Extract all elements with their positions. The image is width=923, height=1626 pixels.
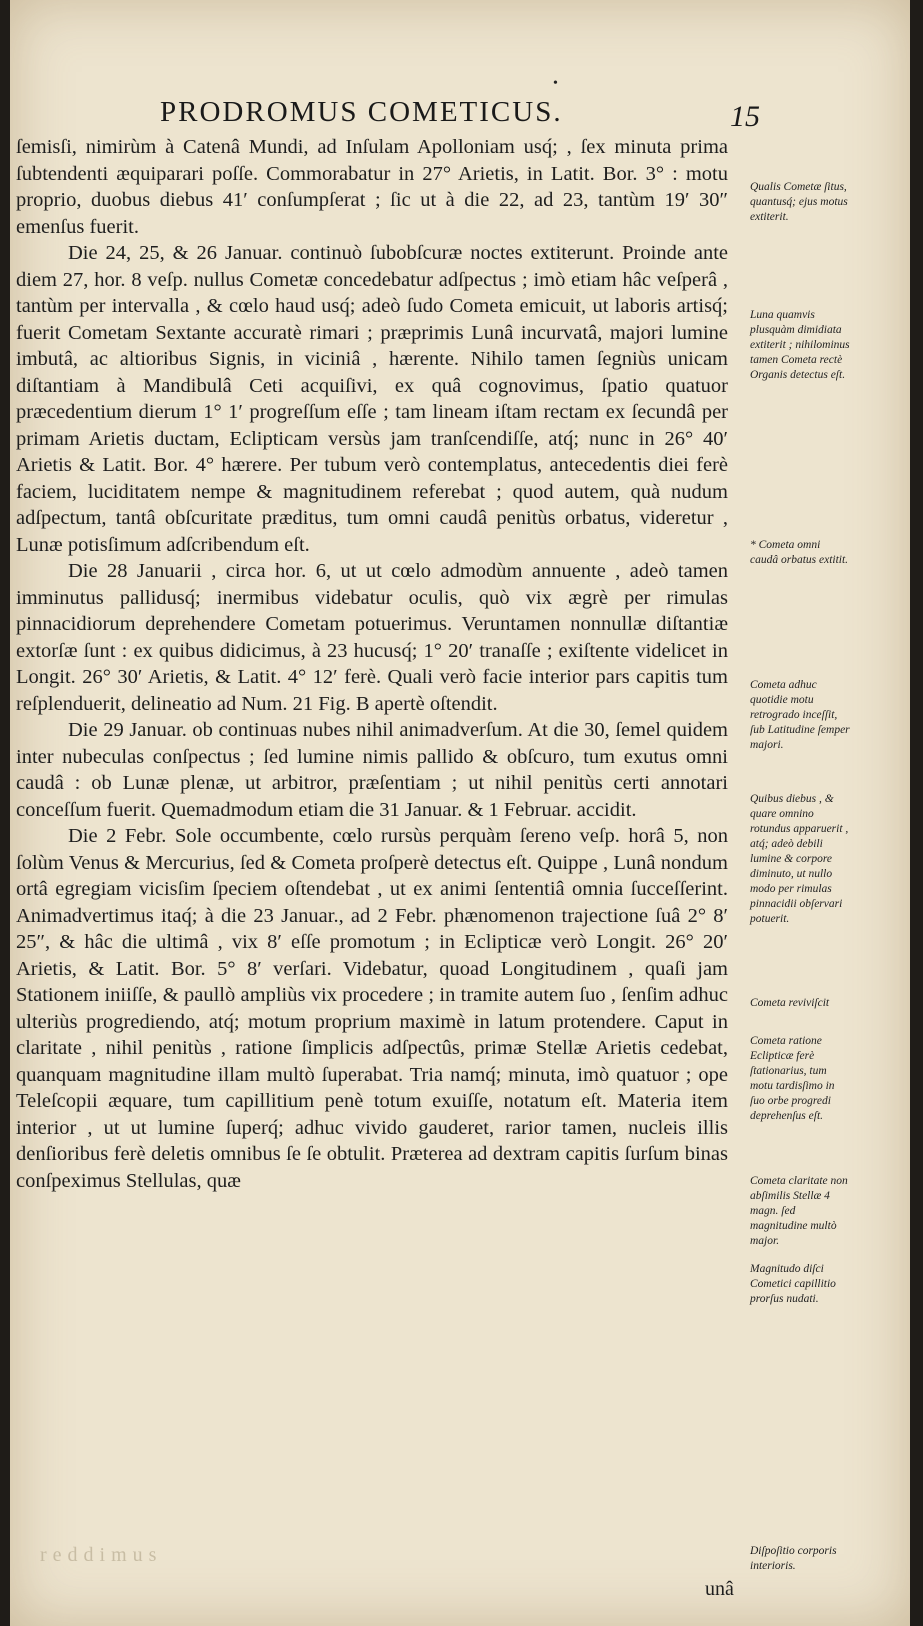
margin-note: Luna quamvis plusquàm dimidiata extiterit ; nihilominus tamen Cometa rectè Organis detectus eſt.: [750, 309, 850, 381]
paragraph: Die 28 Januarii , circa hor. 6, ut ut cœlo admodùm annuente , adeò tamen imminutus pallidusq́; inermibus videbatur oculis, quò vix ægrè per rimulas pinnacidiorum deprehendere Cometam potuerimus. Veruntamen nonnullæ diſtantiæ extorſæ ſunt : ex quibus didicimus, à 23 hucusq́; 1° 20′ tranaſſe ; exiſtente videlicet in Longit. 26° 30′ Arietis, & Latit. 4° 12′ ferè. Quali verò facie interior pars capitis tum reſplenduerit, delineatio ad Num. 21 Fig. B apertè oſtendit.: [16, 560, 728, 715]
paragraph: Die 2 Febr. Sole occumbente, cœlo rursùs perquàm ſereno veſp. horâ 5, non ſolùm Venus & Mercurius, ſed & Cometa proſperè detectus eſt. Quippe , Lunâ nondum ortâ egregiam vicisſim ſpeciem oſtendebat , ut ex animi ſententiâ omnia ſucceſſerint. Animadvertimus itaq́; à die 23 Januar., ad 2 Febr. phænomenon trajectione ſuâ 2° 8′ 25″, & hâc die ultimâ , vix 8′ eſſe promotum ; in Eclipticæ verò Longit. 26° 20′ Arietis, & Latit. Bor. 5° 8′ verſari. Videbatur, quoad Longitudinem , quaſi jam Stationem iniiſſe, & paullò ampliùs vix procedere ; in tramite autem ſuo , ſenſim adhuc ulteriùs progrediendo, atq́; motum proprium maximè in latum protendere. Caput in claritate , nihil penitùs , ratione ſimplicis adſpectûs, primæ Stellæ Arietis cedebat, quanquam magnitudine illam multò ſuperabat. Tria namq́; minuta, imò quatuor ; ope Teleſcopii æquare, tum capillitium penè totum exuiſſe, notatum eſt. Materia item interior , ut ut lumine ſuperq́; adhuc vivido gauderet, rarior tamen, nucleis illis denſioribus ferè deletis omnibus ſe ſe obtulit. Præterea ad dextram capitis ſurſum binas conſpeximus Stellulas, quæ: [16, 825, 728, 1192]
paragraph: Die 29 Januar. ob continuas nubes nihil animadverſum. At die 30, ſemel quidem inter nubeculas conſpectus ; ſed lumine nimis pallido & obſcuro, tum exutus omni caudâ : ob Lunæ plenæ, ut arbitror, præſentiam ; ut nihil penitùs certi annotari conceſſum fuerit. Quemadmodum etiam die 31 Januar. & 1 Februar. accidit.: [16, 719, 728, 821]
margin-note: Cometa adhuc quotidie motu retrogrado inceſſit, ſub Latitudine ſemper majori.: [750, 679, 850, 751]
paragraph: ſemisſi, nimirùm à Catenâ Mundi, ad Inſulam Apolloniam usq́; , ſex minuta prima ſubtendenti æquiparari poſſe. Commorabatur in 27° Arietis, in Latit. Bor. 3° : motu proprio, duobus diebus 41′ conſumpſerat ; ſic ut à die 22, ad 23, tantùm 19′ 30″ emenſus fuerit.: [16, 136, 728, 238]
margin-note: Cometa reviviſcit: [750, 997, 830, 1009]
printer-mark: •: [553, 76, 558, 91]
book-page: [10, 0, 910, 1626]
page-number: 15: [730, 100, 760, 133]
bleed-through-text: reddimus: [40, 1544, 163, 1566]
running-title: PRODROMUS COMETICUS.: [160, 96, 563, 128]
margin-note: Magnitudo diſci Cometici capillitio prorſus nudati.: [750, 1263, 836, 1305]
margin-note: Quibus diebus , & quare omnino rotundus apparuerit , atq́; adeò debili lumine & corpore diminuto, ut nullo modo per rimulas pinnacidii obſervari potuerit.: [750, 793, 849, 925]
catchword: unâ: [705, 1578, 734, 1600]
margin-note: Diſpoſitio corporis interioris.: [750, 1545, 837, 1572]
paragraph: Die 24, 25, & 26 Januar. continuò ſubobſcuræ noctes extiterunt. Proinde ante diem 27, hor. 8 veſp. nullus Cometæ concedebatur adſpectus ; imò etiam hâc veſperâ , tantùm per intervalla , & cœlo haud usq́; adeò ſudo Cometa emicuit, ut laboris artisq́; fuerit Cometam Sextante accuratè rimari ; præprimis Lunâ incurvatâ, majori lumine imbutâ, ac altioribus Signis, in viciniâ , hærente. Nihilo tamen ſegniùs unicam diſtantiam à Mandibulâ Ceti acquiſivi, ex quâ cognovimus, ſpatio quatuor præcedentium dierum 1° 1′ progreſſum eſſe ; tam lineam iſtam rectam ex ſecundâ per primam Arietis ductam, Eclipticam versùs jam tranſcendiſſe, atq́; nunc in 26° 40′ Arietis & Latit. Bor. 4° hærere. Per tubum verò contemplatus, antecedentis diei ferè faciem, luciditatem nempe & magnitudinem referebat ; quod autem, quà nudum adſpectum, tantâ obſcuritate præditus, tum omni caudâ penitùs orbatus, videretur , Lunæ potisſimum adſcribendum eſt.: [16, 242, 728, 556]
margin-note: Cometa ratione Eclipticæ ferè ſtationarius, tum motu tardisſimo in ſuo orbe progredi deprehenſus eſt.: [750, 1035, 835, 1122]
main-text: [16, 134, 728, 1194]
margin-note: * Cometa omni caudâ orbatus extitit.: [750, 539, 849, 566]
margin-note: Cometa claritate non abſimilis Stellæ 4 magn. ſed magnitudine multò major.: [750, 1175, 848, 1247]
margin-note: Qualis Cometæ ſitus, quantusq́; ejus motus extiterit.: [750, 181, 848, 223]
